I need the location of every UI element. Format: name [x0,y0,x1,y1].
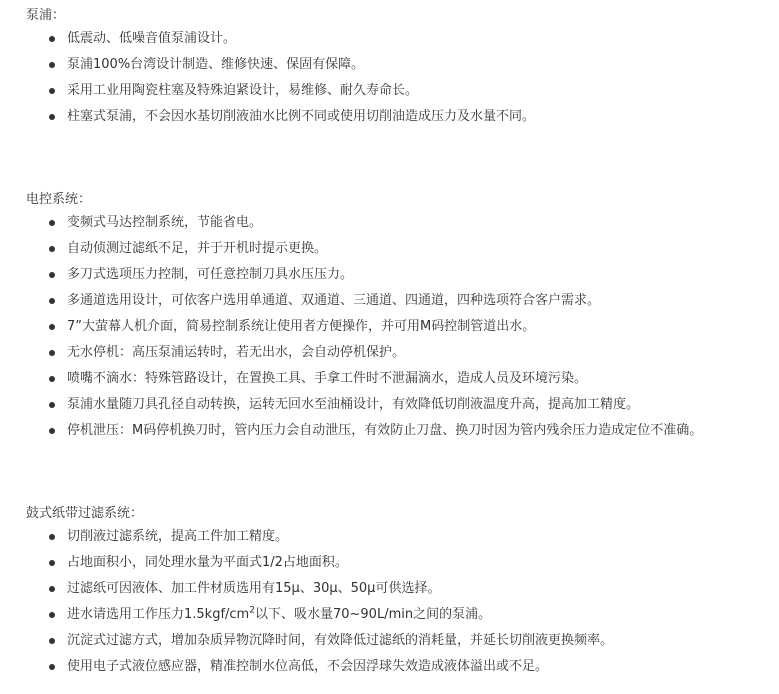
control-feature-list [26,210,776,444]
item-text: 占地面积小，同处理水量为平面式1/2占地面积。 [67,555,348,570]
item-text: 多通道选用设计，可依客户选用单通道、双通道、三通道、四通道，四种选项符合客户需求。 [67,293,601,308]
bullet-icon [49,350,55,356]
bullet-icon [49,638,55,644]
filter-feature-list [26,524,776,680]
bullet-icon [49,402,55,408]
list-item [26,550,776,576]
item-text: 喷嘴不滴水：特殊管路设计，在置换工具、手拿工件时不泄漏滴水，造成人员及环境污染。 [67,371,588,386]
bullet-icon [49,298,55,304]
list-item [26,236,776,262]
list-item [26,210,776,236]
bullet-icon [49,324,55,330]
list-item [26,628,776,654]
bullet-icon [49,246,55,252]
list-item [26,262,776,288]
item-text-tail: 以下、吸水量70~90L/min之间的泵浦。 [254,607,492,622]
list-item [26,104,776,130]
list-item [26,52,776,78]
list-item [26,654,776,680]
bullet-icon [49,62,55,68]
item-text: 多刀式选项压力控制，可任意控制刀具水压压力。 [67,267,354,282]
filter-section [26,504,776,680]
superscript: 2 [249,605,255,616]
bullet-icon [49,88,55,94]
list-item [26,392,776,418]
list-item [26,314,776,340]
control-section [26,190,776,444]
list-item [26,340,776,366]
bullet-icon [49,664,55,670]
bullet-icon [49,376,55,382]
item-text: 沉淀式过滤方式，增加杂质异物沉降时间，有效降低过滤纸的消耗量，并延长切削液更换频率。 [67,633,614,648]
bullet-icon [49,220,55,226]
item-text: 过滤纸可因液体、加工件材质选用有15μ、30μ、50μ可供选择。 [67,581,441,596]
list-item [26,418,776,444]
pump-feature-list [26,26,776,130]
item-text: 使用电子式液位感应器，精准控制水位高低，不会因浮球失效造成液体溢出或不足。 [67,659,549,674]
list-item [26,26,776,52]
bullet-icon [49,428,55,434]
item-text: 停机泄压：M码停机换刀时，管内压力会自动泄压，有效防止刀盘、换刀时因为管内残余压力造成定位不准确。 [67,423,703,438]
list-item [26,524,776,550]
list-item [26,602,776,628]
section-title-pump: 泵浦： [26,8,66,23]
item-text: 自动侦测过滤纸不足，并于开机时提示更换。 [67,241,328,256]
item-text: 柱塞式泵浦，不会因水基切削液油水比例不同或使用切削油造成压力及水量不同。 [67,109,536,124]
bullet-icon [49,612,55,618]
item-text: 泵浦水量随刀具孔径自动转换，运转无回水至油桶设计，有效降低切削液温度升高，提高加工精度。 [67,397,640,412]
bullet-icon [49,534,55,540]
section-title-filter: 鼓式纸带过滤系统： [26,506,144,521]
item-text: 切削液过滤系统，提高工件加工精度。 [67,529,289,544]
bullet-icon [49,560,55,566]
item-text: 泵浦100%台湾设计制造、维修快速、保固有保障。 [67,57,365,72]
list-item [26,78,776,104]
bullet-icon [49,586,55,592]
pump-section [26,6,776,130]
bullet-icon [49,114,55,120]
item-text: 进水请选用工作压力1.5kgf/cm [67,607,250,622]
section-title-control: 电控系统： [26,192,92,207]
item-text: 7”大萤幕人机介面，简易控制系统让使用者方便操作，并可用M码控制管道出水。 [67,319,536,334]
bullet-icon [49,272,55,278]
item-text: 采用工业用陶瓷柱塞及特殊迫紧设计，易维修、耐久寿命长。 [67,83,419,98]
bullet-icon [49,36,55,42]
item-text: 低震动、低噪音值泵浦设计。 [67,31,237,46]
item-text: 无水停机：高压泵浦运转时，若无出水，会自动停机保护。 [67,345,406,360]
list-item [26,576,776,602]
list-item [26,288,776,314]
list-item [26,366,776,392]
item-text: 变频式马达控制系统，节能省电。 [67,215,263,230]
